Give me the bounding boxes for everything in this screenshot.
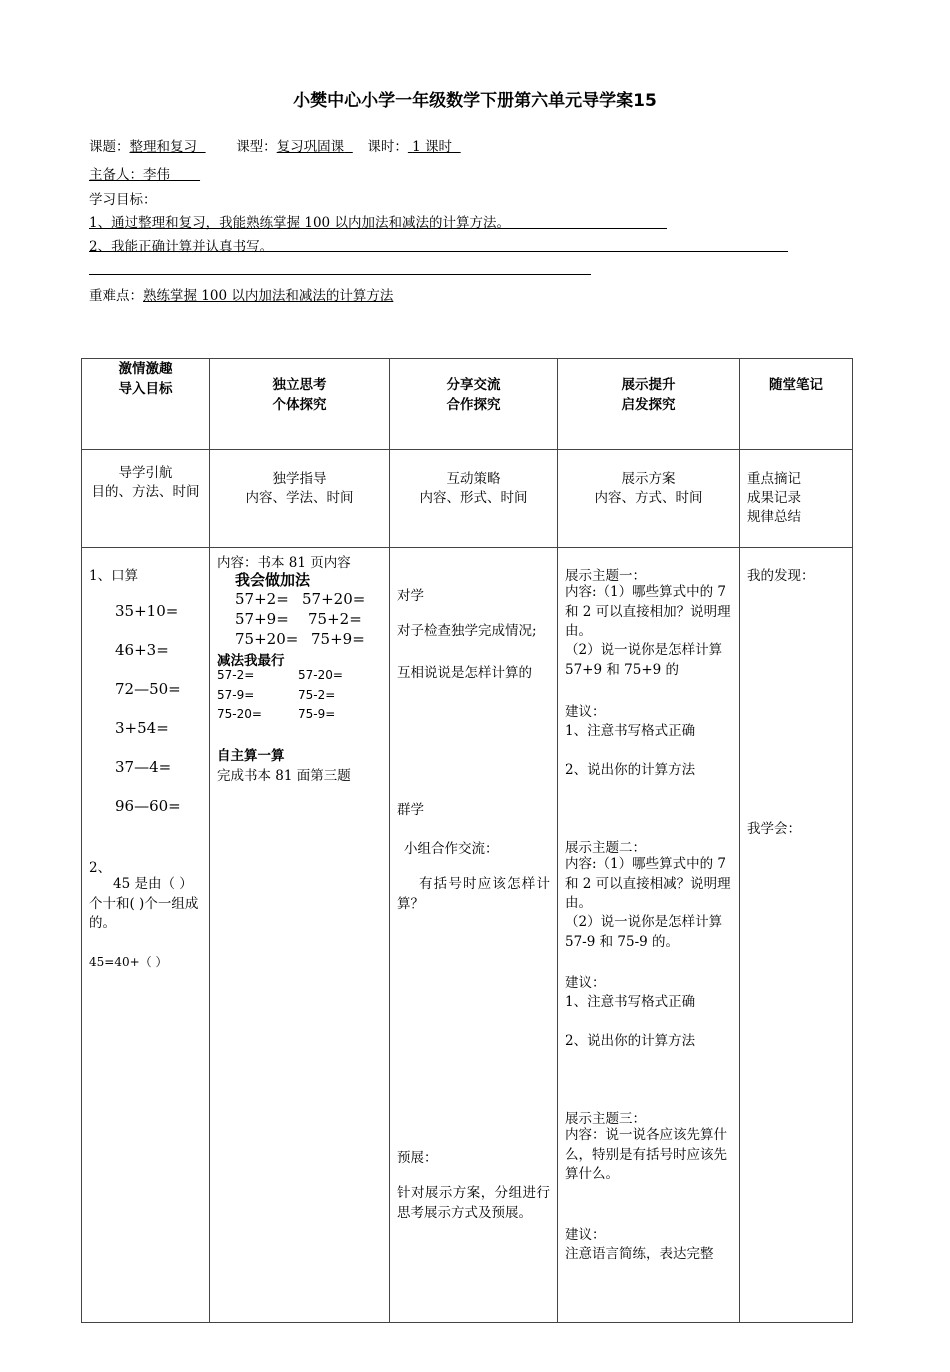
lesson-table [81,358,853,1323]
goal-1-underline [89,228,667,229]
sub-col2: 独学指导 内容、学法、时间 [210,450,390,548]
topic-3-content: 内容：说一说各应该先算什么，特别是有括号时应该先算什么。 [565,1127,727,1182]
type-value: 复习巩固课 [276,139,345,155]
topic-1-question-2: （2）说一说你是怎样计算 57+9 和 75+9 的 [565,642,723,678]
subtraction-expr: 57-2= [217,668,255,682]
hours-label: 课时： [367,139,408,155]
oral-item: 96—60= [115,797,181,815]
topic-2-suggest-label: 建议： [565,975,606,991]
oral-item: 35+10= [115,602,179,620]
pair-study-text: 对子检查独学完成情况; [397,623,537,639]
page-title: 小樊中心小学一年级数学下册第六单元导学案15 [293,91,657,111]
header-col3: 分享交流 合作探究 [390,359,558,450]
question-2-equation: 45=40+（ ） [89,955,168,969]
i-learned-label: 我学会： [747,821,801,837]
blank-line [89,274,591,275]
preview-text: 针对展示方案，分组进行思考展示方式及预展。 [397,1185,550,1221]
topic-label: 课题： [89,139,130,155]
group-study-text: 有括号时应该怎样计算？ [397,876,550,912]
content-col3 [390,548,558,1323]
sub-col3: 互动策略 内容、形式、时间 [390,450,558,548]
sub-col5: 重点摘记 成果记录 规律总结 [740,450,853,548]
pair-study-text-2: 互相说说是怎样计算的 [397,665,532,681]
key-value: 熟练掌握 100 以内加法和减法的计算方法 [143,288,394,304]
addition-expr: 57+2= [235,590,289,608]
pair-study-label: 对学 [397,588,424,604]
self-calc-text: 完成书本 81 面第三题 [217,768,351,784]
preparer-value: 李伟 [143,167,170,183]
content-row [82,548,853,1323]
addition-expr: 75+9= [311,630,365,648]
subheader-row [82,450,853,548]
self-calc-title: 自主算一算 [217,748,285,764]
topic-1-suggest-2: 2、说出你的计算方法 [565,762,696,778]
addition-expr: 57+9= [235,610,289,628]
topic-value: 整理和复习 [129,139,197,155]
subtraction-expr: 57-20= [298,668,343,682]
content-col1 [82,548,210,1323]
topic-3-title: 展示主题三： [565,1111,646,1127]
goal-2: 2、我能正确计算并认真书写。 [89,239,274,255]
sub-col1: 导学引航 目的、方法、时间 [82,450,210,548]
content-col4 [558,548,740,1323]
addition-expr: 75+20= [235,630,299,648]
key-points [89,284,393,304]
topic-1-content: 内容:（1）哪些算式中的 7 和 2 可以直接相加？说明理由。 [565,584,731,639]
topic-1-suggest-1: 1、注意书写格式正确 [565,723,696,739]
subtraction-expr: 75-20= [217,707,262,721]
oral-item: 37—4= [115,758,172,776]
question-2-heading: 2、 [89,860,112,876]
header-col4: 展示提升 启发探究 [558,359,740,450]
addition-expr: 75+2= [308,610,362,628]
subtraction-title: 减法我最行 [217,653,285,669]
oral-item: 72—50= [115,680,181,698]
content-col5 [740,548,853,1323]
self-study-content: 内容：书本 81 页内容 [217,555,351,571]
topic-2-suggest-2: 2、说出你的计算方法 [565,1033,696,1049]
topic-3-suggest-label: 建议： [565,1227,606,1243]
header-col5: 随堂笔记 [740,359,853,450]
header-col1: 激情激趣 导入目标 [82,359,210,450]
header-row [82,359,853,450]
group-study-sub: 小组合作交流： [404,841,499,857]
content-col2 [210,548,390,1323]
topic-2-question-2: （2）说一说你是怎样计算 57-9 和 75-9 的。 [565,914,723,950]
goal-1: 1、通过整理和复习，我能熟练掌握 100 以内加法和减法的计算方法。 [89,215,510,231]
my-findings-label: 我的发现： [747,568,815,584]
topic-1-title: 展示主题一： [565,568,646,584]
subtraction-expr: 75-9= [298,707,336,721]
header-col2: 独立思考 个体探究 [210,359,390,450]
oral-item: 3+54= [115,719,169,737]
goals-label: 学习目标： [89,192,157,208]
topic-2-content: 内容:（1）哪些算式中的 7 和 2 可以直接相减？说明理由。 [565,856,731,911]
oral-item: 46+3= [115,641,169,659]
subtraction-expr: 75-2= [298,688,336,702]
topic-2-suggest-1: 1、注意书写格式正确 [565,994,696,1010]
preview-label: 预展： [397,1150,438,1166]
topic-1-suggest-label: 建议： [565,704,606,720]
question-2-text: 45 是由（ ）个十和( )个一组成的。 [89,876,199,931]
group-study-label: 群学 [397,802,424,818]
key-label: 重难点： [89,288,143,304]
meta-row-preparer [89,163,200,183]
addition-expr: 57+20= [302,590,366,608]
subtraction-expr: 57-9= [217,688,255,702]
preparer-label: 主备人： [89,167,143,183]
goal-2-underline [89,251,788,252]
topic-3-suggest-1: 注意语言简练，表达完整 [565,1246,714,1262]
topic-2-title: 展示主题二： [565,840,646,856]
meta-row-topic [89,135,461,155]
hours-value: 1 课时 [412,139,453,155]
type-label: 课型： [236,139,277,155]
sub-col4: 展示方案 内容、方式、时间 [558,450,740,548]
oral-calc-heading: 1、口算 [89,568,139,584]
addition-title: 我会做加法 [235,571,311,589]
